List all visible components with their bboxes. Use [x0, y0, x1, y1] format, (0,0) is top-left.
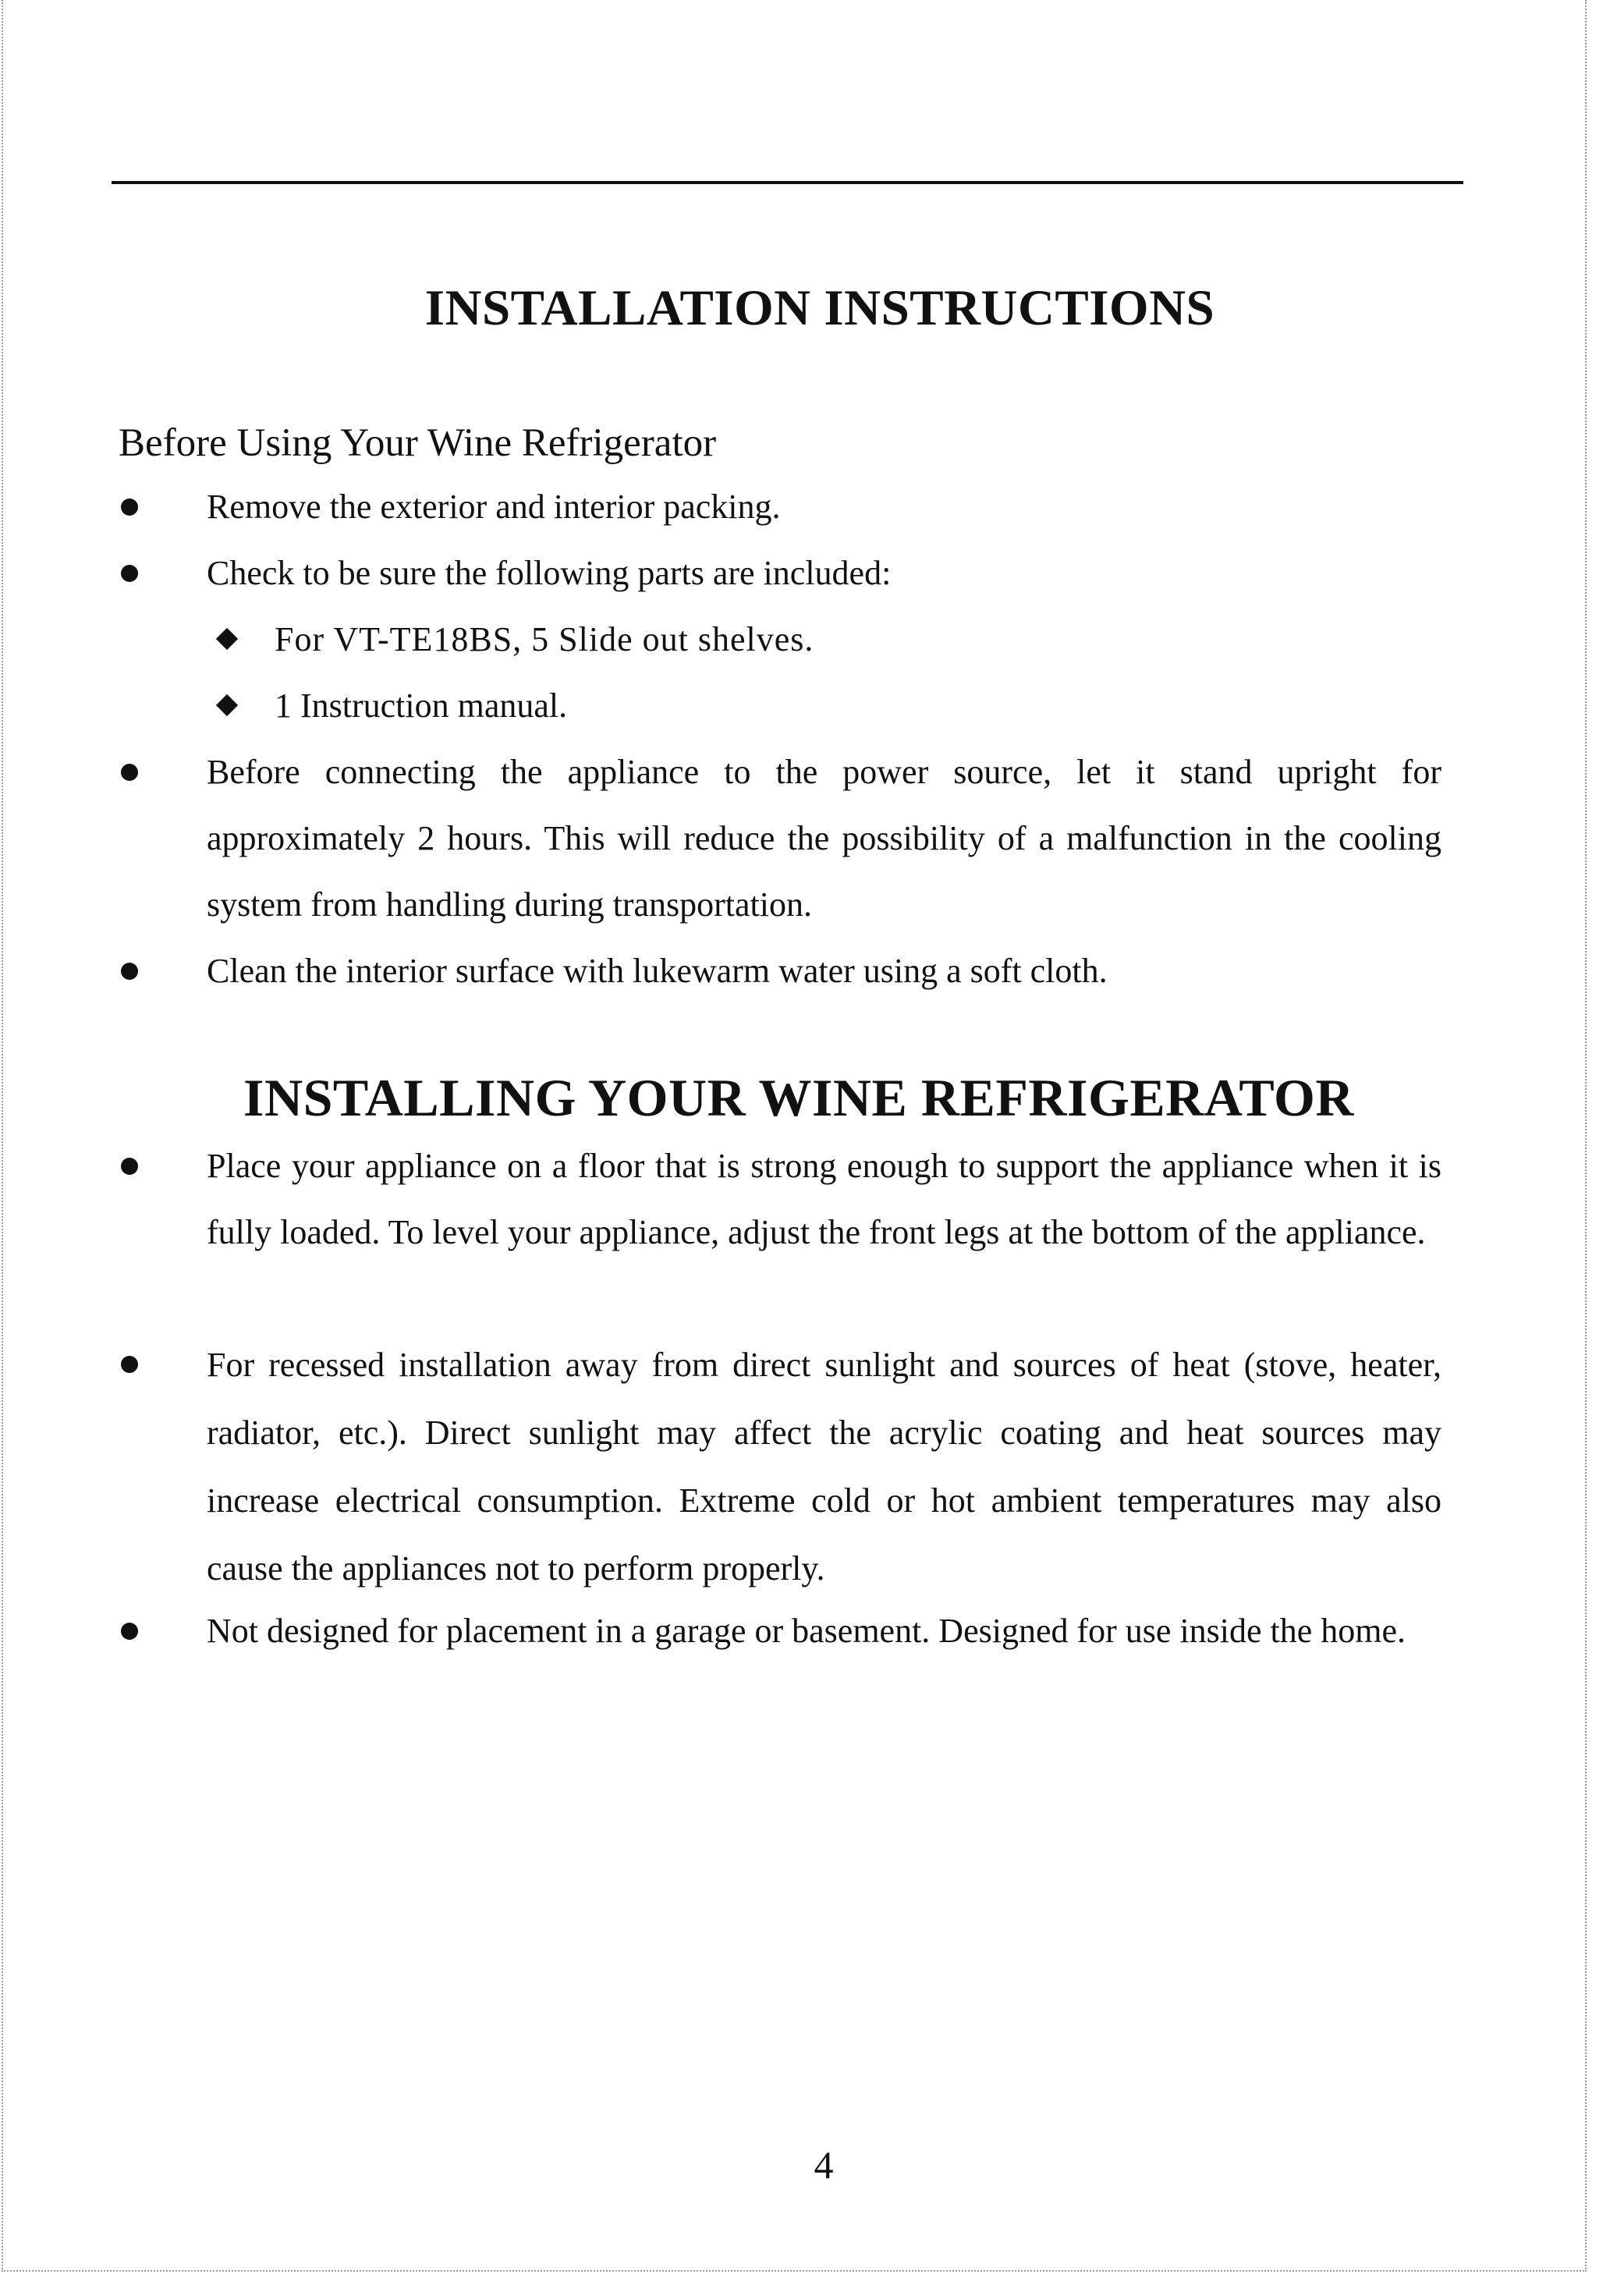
- section-title-installation-instructions: INSTALLATION INSTRUCTIONS: [424, 280, 1215, 336]
- section-title-installing-your-wine-refrigerator: INSTALLING YOUR WINE REFRIGERATOR: [243, 1068, 1354, 1127]
- list-item-text: Check to be sure the following parts are included:: [207, 554, 892, 592]
- list-item-text: Remove the exterior and interior packing.: [207, 488, 781, 526]
- bullet-icon: [121, 1356, 138, 1373]
- sub-list-item-text: For VT-TE18BS, 5 Slide out shelves.: [275, 620, 814, 658]
- list-item-text: Clean the interior surface with lukewarm water using a soft cloth.: [207, 952, 1108, 990]
- subheading-before-using: Before Using Your Wine Refrigerator: [119, 421, 717, 465]
- page-number: 4: [814, 2143, 834, 2187]
- bullet-icon: [121, 1158, 138, 1175]
- bullet-icon: [121, 963, 138, 980]
- list-item-text: Place your appliance on a floor that is strong enough to support the appliance when it is fully loaded. To level your appliance, adjust the front legs at the bottom of the appliance.: [207, 1147, 1441, 1251]
- list-item-text: For recessed installation away from direct sunlight and sources of heat (stove, heater, radiator, etc.). Direct sunlight may affect the acrylic coating and heat sources may increase electrical consumption. Extreme cold or hot ambient temperatures may also cause the appliances not to perform properly.: [207, 1346, 1441, 1588]
- bullet-icon: [121, 764, 138, 781]
- header-rule: [112, 181, 1463, 184]
- sub-list-item-text: 1 Instruction manual.: [275, 686, 568, 725]
- bullet-icon: [121, 1623, 138, 1640]
- bullet-icon: [121, 565, 138, 582]
- bullet-icon: [121, 498, 138, 516]
- list-item-text: Before connecting the appliance to the power source, let it stand upright for approximately 2 hours. This will reduce the possibility of a malfunction in the cooling system from handling during transportation.: [207, 753, 1441, 924]
- list-item-text: Not designed for placement in a garage or basement. Designed for use inside the home.: [207, 1612, 1406, 1650]
